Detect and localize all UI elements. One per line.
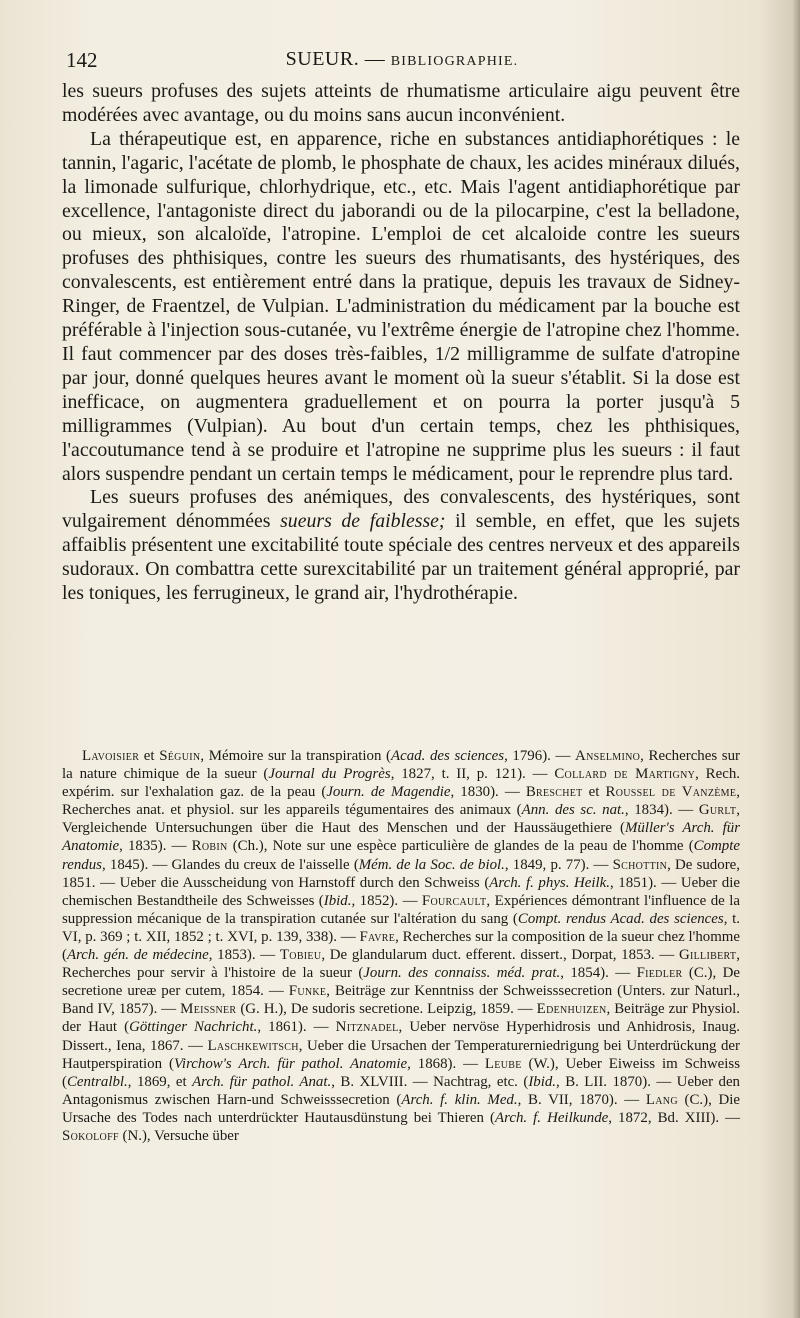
biblio-text: (W.), Ueber Eiweiss im Schweiss (: [62, 1055, 741, 1090]
biblio-text: , Expériences démontrant l'influence de la suppression mécanique de la transpiration cutanée sur l'altération du sang (: [62, 892, 740, 927]
biblio-author: Robin: [191, 838, 228, 855]
biblio-journal: Journ. des connaiss. méd. prat.: [363, 965, 561, 982]
biblio-text: , 1861). —: [257, 1019, 336, 1036]
biblio-text: , 1869, et: [127, 1073, 193, 1090]
biblio-author: Funke: [288, 983, 327, 1000]
biblio-journal: Arch. f. Heilkunde: [495, 1109, 609, 1126]
biblio-text: , Beiträge zur Kenntniss der Schweisssecretion (Unters. zur Naturl., Band IV, 1857). —: [62, 983, 740, 1018]
biblio-journal: Göttinger Nachricht.: [129, 1019, 258, 1036]
biblio-journal: Centralbl.: [66, 1073, 128, 1090]
page-number: 142: [66, 48, 98, 72]
running-header: [62, 44, 742, 84]
biblio-text: , 1796). —: [504, 748, 576, 764]
biblio-text: , Rech. expérim. sur l'exhalation gaz. de la peau (: [62, 766, 740, 801]
paragraph-3: [62, 486, 740, 606]
biblio-text: , t. VI, p. 369 ; t. XII, 1852 ; t. XVI, p. 139, 338). —: [62, 910, 740, 945]
biblio-text: , Recherches sur la composition de la sueur chez l'homme (: [62, 928, 740, 964]
biblio-journal: Compte rendus: [62, 838, 740, 873]
biblio-author: Fourcault: [421, 892, 487, 909]
biblio-author: Roussel de Vanzème: [605, 784, 737, 801]
biblio-author: Gillibert: [678, 947, 737, 964]
biblio-text: , B. VII, 1870). —: [517, 1091, 646, 1108]
biblio-text: et: [139, 748, 160, 764]
biblio-text: , Ueber die Ursachen der Temperaturerniedrigung bei Unterdrückung der Hautperspiration (: [62, 1037, 740, 1072]
paragraph-1: les sueurs profuses des sujets atteints de rhumatisme articulaire aigu peuvent être modérées avec avantage, ou du moins sans aucun inconvénient.: [62, 80, 740, 126]
bibliography-paragraph: [62, 747, 740, 1145]
biblio-author: Fiedler: [636, 965, 683, 982]
biblio-text: , 1872, Bd. XIII). —: [608, 1109, 740, 1126]
biblio-journal: Journal du Progrès: [268, 766, 391, 783]
biblio-text: , Vergleichende Untersuchungen über die Haut des Menschen und der Haussäugethiere (: [62, 802, 740, 837]
biblio-journal: Mém. de la Soc. de biol.: [358, 856, 505, 873]
biblio-text: , De glandularum duct. efferent. dissert., Dorpat, 1853. —: [321, 947, 679, 964]
paragraph-3-text: Les sueurs profuses des anémiques, des convalescents, des hystériques, sont vulgairement dénommées: [62, 486, 740, 533]
running-title-main: SUEUR.: [285, 48, 360, 70]
biblio-text: , Recherches sur la nature chimique de la sueur (: [62, 748, 740, 783]
running-title-section: BIBLIOGRAPHIE.: [390, 54, 519, 69]
biblio-journal: Arch. für pathol. Anat.: [192, 1073, 332, 1090]
biblio-journal: Ann. des sc. nat.: [521, 802, 625, 819]
bibliography: [62, 747, 740, 1145]
biblio-author: Gurlt: [698, 802, 737, 819]
biblio-text: , 1845). — Glandes du creux de l'aisselle (: [101, 856, 359, 873]
biblio-journal: Ibid.: [323, 892, 352, 909]
biblio-text: , 1835). —: [119, 838, 192, 855]
biblio-author: Anselmino: [575, 748, 641, 764]
biblio-text: , 1868). —: [407, 1055, 485, 1072]
biblio-text: , B. XLVIII. — Nachtrag, etc. (: [331, 1073, 529, 1090]
paragraph-3-italic: sueurs de faiblesse;: [280, 510, 446, 533]
biblio-text: et: [582, 784, 606, 801]
biblio-author: Nitznadel: [335, 1019, 399, 1036]
biblio-journal: Arch. f. klin. Med.: [401, 1091, 518, 1108]
biblio-author: Favre: [359, 928, 396, 945]
biblio-text: , 1854). —: [560, 965, 637, 982]
biblio-text: (C.), Die Ursache des Todes nach unterdrückter Hautausdünstung bei Thieren (: [62, 1091, 740, 1126]
biblio-author: Breschet: [525, 784, 583, 801]
biblio-author: Collard de Martigny: [554, 766, 696, 783]
page-edge-shadow: [792, 0, 800, 1318]
biblio-text: (Ch.), Note sur une espèce particulière de glandes de la peau de l'homme (: [227, 838, 694, 855]
biblio-text: , B. LII. 1870). — Ueber den Antagonismus zwischen Harn-und Schweisssecretion (: [62, 1073, 741, 1108]
biblio-journal: Journ. de Magendie: [326, 784, 451, 801]
biblio-text: , 1830). —: [450, 784, 526, 801]
biblio-author: Meissner: [180, 1001, 237, 1018]
biblio-author: Sokoloff: [62, 1127, 119, 1144]
biblio-journal: Compt. rendus Acad. des sciences: [517, 910, 724, 927]
biblio-journal: Arch. gén. de médecine: [66, 947, 209, 964]
main-text: [62, 80, 740, 606]
biblio-text: , Recherches pour servir à l'histoire de la sueur (: [62, 947, 740, 982]
biblio-text: , Recherches anat. et physiol. sur les appareils tégumentaires des animaux (: [62, 784, 740, 819]
biblio-journal: Müller's Arch. für Anatomie: [62, 820, 740, 855]
paragraph-2: La thérapeutique est, en apparence, riche en substances antidiaphorétiques : le tannin, l'agaric, l'acétate de plomb, le phosphate de chaux, les acides minéraux dilués, la limonade sulfurique, chlorhydrique, etc., etc. Mais l'agent antidiaphorétique par excellence, l'antagoniste direct du jaborandi ou de la pilocarpine, c'est la belladone, ou mieux, son alcaloïde, l'atropine. L'emploi de cet alcaloide contre les sueurs profuses des phthisiques, contre les sueurs des rhumatisants, des hystériques, des convalescents, est entièrement entré dans la pratique, depuis les travaux de Sidney-Ringer, de Fraentzel, de Vulpian. L'administration du médicament par la bouche est préférable à l'injection sous-cutanée, vu l'extrême énergie de l'atropine chez l'homme. Il faut commencer par des doses très-faibles, 1/2 milligramme de sulfate d'atropine par jour, donné quelques heures avant le moment où la sueur s'établit. Si la dose est inefficace, on augmentera graduellement et on pourra la porter jusqu'à 5 milligrammes (Vulpian). Au bout d'un certain temps, chez les phthisiques, l'accoutumance tend à se produire et l'atropine ne supprime plus les sueurs : il faut alors suspendre pendant un certain temps le médicament, pour le reprendre plus tard.: [62, 127, 740, 485]
biblio-author: Edenhuizen: [536, 1001, 607, 1018]
biblio-text: (N.), Versuche über: [118, 1127, 239, 1144]
biblio-author: Lavoisier: [82, 748, 140, 764]
biblio-author: Laschkewitsch: [207, 1037, 299, 1054]
biblio-text: , 1851). — Ueber die chemischen Bestandtheile des Schweisses (: [62, 874, 740, 909]
biblio-author: Schottin: [612, 856, 668, 873]
biblio-author: Leube: [484, 1055, 522, 1072]
biblio-text: , 1852). —: [351, 892, 422, 909]
biblio-journal: Acad. des sciences: [391, 748, 505, 764]
biblio-author: Séguin: [159, 748, 201, 764]
biblio-text: , Ueber nervöse Hyperhidrosis und Anhidrosis, Inaug. Dissert., Iena, 1867. —: [62, 1019, 740, 1054]
biblio-journal: Virchow's Arch. für pathol. Anatomie: [173, 1055, 408, 1072]
biblio-text: , 1827, t. II, p. 121). —: [390, 766, 555, 783]
paragraph-3-text-end: il semble, en effet, que les sujets affaiblis présentent une excitabilité toute spéciale des centres nerveux et des appareils sudoraux. On combattra cette surexcitabilité par un traitement général approprié, par les toniques, les ferrugineux, le grand air, l'hydrothérapie.: [62, 510, 740, 605]
biblio-journal: Arch. f. phys. Heilk.: [489, 874, 610, 891]
biblio-text: , De sudore, 1851. — Ueber die Ausscheidung von Harnstoff durch den Schweiss (: [62, 856, 740, 891]
running-title-separator: —: [359, 48, 391, 70]
biblio-text: , 1853). —: [208, 947, 280, 964]
running-title: [62, 48, 742, 71]
biblio-text: , 1834). —: [624, 802, 699, 819]
biblio-author: Lang: [645, 1091, 678, 1108]
biblio-author: Tobieu: [279, 947, 322, 964]
biblio-text: , Beiträge zur Physiol. der Haut (: [62, 1001, 740, 1036]
biblio-text: , 1849, p. 77). —: [504, 856, 613, 873]
biblio-text: (G. H.), De sudoris secretione. Leipzig, 1859. —: [236, 1001, 537, 1018]
biblio-journal: Ibid.: [528, 1073, 557, 1090]
biblio-text: , Mémoire sur la transpiration (: [200, 748, 392, 764]
biblio-text: (C.), De secretione ureæ per cutem, 1854. —: [62, 965, 740, 1000]
